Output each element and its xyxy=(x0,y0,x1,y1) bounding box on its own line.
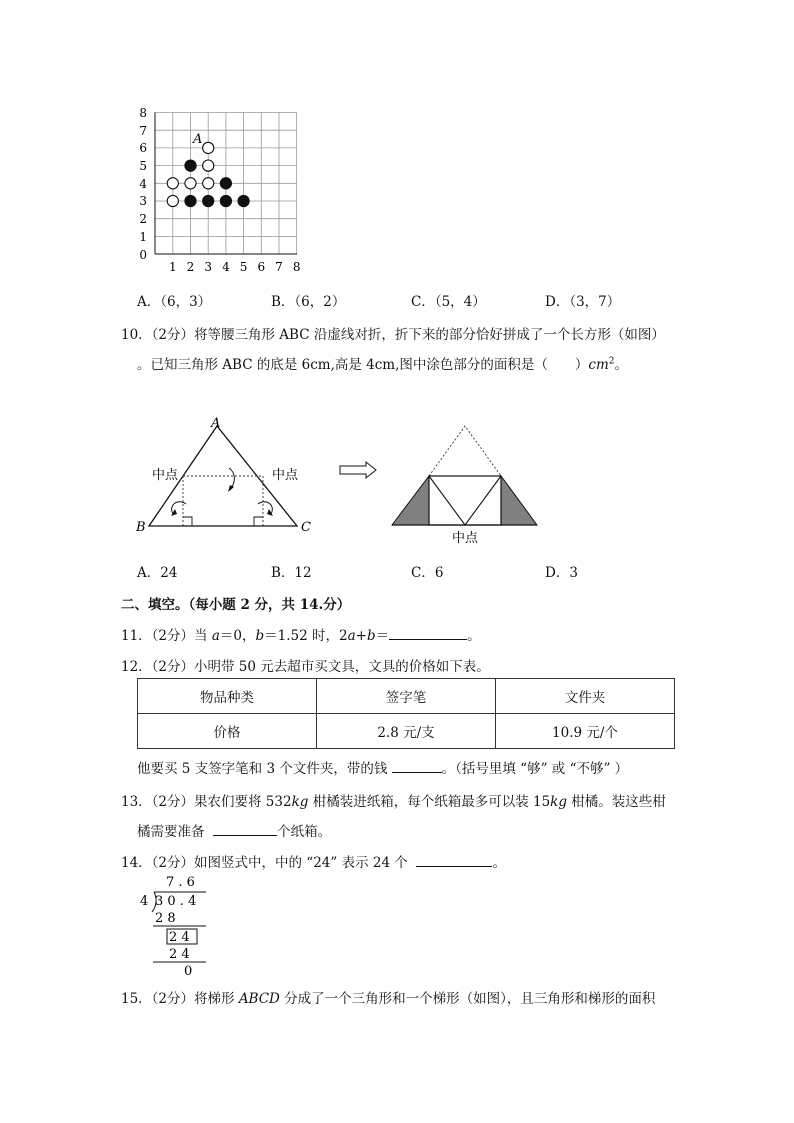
white-piece xyxy=(167,178,178,189)
table-cell: 10.9 元/个 xyxy=(496,714,675,749)
q13-line1: 13．（2分）果农们要将 532kg 柑橘装进纸箱，每个纸箱最多可以装 15kg 柑橘。装这些柑 xyxy=(121,794,666,810)
q9-option-a[interactable]: A．（6，3） xyxy=(137,294,212,310)
x-tick: 3 xyxy=(204,260,213,274)
division-step: 2 8 xyxy=(155,911,176,926)
vertex-c: C xyxy=(301,520,311,535)
q10-line1: 10．（2分）将等腰三角形 ABC 沿虚线对折，折下来的部分恰好拼成了一个长方形（如图） xyxy=(121,327,665,343)
y-tick: 7 xyxy=(139,124,147,138)
division-remainder: 0 xyxy=(184,964,193,979)
y-tick: 1 xyxy=(139,230,147,244)
x-tick: 6 xyxy=(257,260,266,274)
answer-blank[interactable] xyxy=(389,626,467,640)
q12-line1: 12．（2分）小明带 50 元去超市买文具，文具的价格如下表。 xyxy=(121,659,490,675)
black-piece xyxy=(185,195,196,206)
table-cell: 价格 xyxy=(138,714,317,749)
q9-option-d[interactable]: D．（3，7） xyxy=(545,294,621,310)
black-piece xyxy=(238,195,249,206)
y-tick: 8 xyxy=(139,106,147,120)
q10-line2: 。已知三角形 ABC 的底是 6cm,高是 4cm,图中涂色部分的面积是（ ）$cm^2$。 xyxy=(137,356,629,373)
white-piece xyxy=(185,178,196,189)
q14-line: 14．（2分）如图竖式中，中的 “24” 表示 24 个 。 xyxy=(121,855,506,871)
section-heading: 二、填空。（每小题 2 分，共 14.分） xyxy=(121,597,351,613)
division-step: 2 4 xyxy=(169,947,190,962)
division-dividend: 3 0 . 4 xyxy=(155,894,197,909)
y-tick: 4 xyxy=(139,177,147,191)
coordinate-grid-figure xyxy=(130,104,310,276)
y-tick: 2 xyxy=(139,212,147,226)
q9-option-b[interactable]: B．（6，2） xyxy=(271,294,346,310)
y-tick: 5 xyxy=(139,159,147,173)
q10-option-c[interactable]: C．6 xyxy=(411,565,444,581)
y-tick: 0 xyxy=(139,248,147,262)
q10-option-d[interactable]: D．3 xyxy=(545,565,578,581)
q15-line: 15．（2分）将梯形 ABCD 分成了一个三角形和一个梯形（如图），且三角形和梯形的面积 xyxy=(121,991,656,1007)
q10-option-a[interactable]: A．24 xyxy=(137,565,178,581)
q13-line2: 橘需要准备 个纸箱。 xyxy=(137,824,332,840)
double-arrow-icon xyxy=(340,462,376,478)
division-quotient: 7 . 6 xyxy=(166,875,195,890)
y-tick: 6 xyxy=(139,141,147,155)
price-table xyxy=(137,678,675,749)
table-cell: 物品种类 xyxy=(138,679,317,714)
vertex-a: A xyxy=(211,416,221,431)
black-piece xyxy=(185,160,196,171)
table-cell: 签字笔 xyxy=(317,679,496,714)
shaded-left-triangle xyxy=(392,476,429,525)
q12-line2: 他要买 5 支签字笔和 3 个文件夹，带的钱 。（括号里填 “够” 或 “不够” ） xyxy=(137,761,629,777)
black-piece xyxy=(203,195,214,206)
q9-option-c[interactable]: C．（5，4） xyxy=(411,294,486,310)
black-piece xyxy=(220,195,231,206)
point-a-label: A xyxy=(193,132,203,147)
table-row xyxy=(138,714,675,749)
black-piece xyxy=(220,178,231,189)
x-tick: 2 xyxy=(186,260,195,274)
division-step-boxed: 2 4 xyxy=(169,930,190,945)
answer-blank[interactable] xyxy=(392,759,442,773)
white-piece xyxy=(203,142,214,153)
vertex-b: B xyxy=(136,520,146,535)
y-tick: 3 xyxy=(139,194,147,208)
midpoint-right-label: 中点 xyxy=(272,468,299,483)
answer-blank[interactable] xyxy=(416,853,492,867)
q10-option-b[interactable]: B．12 xyxy=(271,565,312,581)
x-tick: 4 xyxy=(222,260,230,274)
answer-blank[interactable] xyxy=(213,822,277,836)
shaded-right-triangle xyxy=(501,476,537,525)
division-divisor: 4 xyxy=(140,894,149,909)
x-tick: 1 xyxy=(168,260,177,274)
table-cell: 2.8 元/支 xyxy=(317,714,496,749)
x-tick: 8 xyxy=(292,260,301,274)
white-piece xyxy=(203,160,214,171)
long-division-figure xyxy=(136,872,216,980)
white-piece xyxy=(203,178,214,189)
midpoint-bottom-label: 中点 xyxy=(452,531,479,546)
rectangle xyxy=(429,476,501,525)
table-cell: 文件夹 xyxy=(496,679,675,714)
midpoint-left-label: 中点 xyxy=(152,468,179,483)
folded-triangle-figure xyxy=(130,410,550,550)
x-tick: 7 xyxy=(275,260,283,274)
x-tick: 5 xyxy=(239,260,248,274)
white-piece xyxy=(167,195,178,206)
q11: 11．（2分）当 a＝0，b＝1.52 时，2a+b＝ 。 xyxy=(121,628,481,644)
table-row xyxy=(138,679,675,714)
